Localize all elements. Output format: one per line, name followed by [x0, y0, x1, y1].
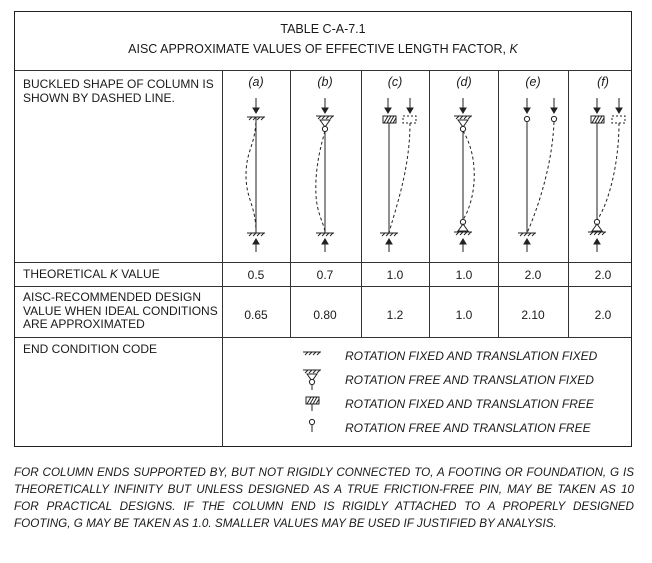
column-diagram-b — [316, 98, 334, 252]
column-diagram-c — [380, 98, 416, 252]
legend-text-guided: ROTATION FIXED AND TRANSLATION FREE — [345, 397, 594, 411]
footnote: FOR COLUMN ENDS SUPPORTED BY, BUT NOT RIGIDLY CONNECTED TO, A FOOTING OR FOUNDATION, G IS THEORETICALLY INFINITY BUT UNLESS DESIGNED AS A TRUE FRICTION-FREE PIN, MAY BE TAKEN AS 10 FOR PRACTICAL DESIGNS. IF THE COLUMN END IS RIGIDLY ATTACHED TO A PROPERLY DESIGNED FOOTING, G MAY BE TAKEN AS 1.0. SMALLER VALUES MAY BE USED IF JUSTIFIED BY ANALYSIS. — [14, 466, 634, 530]
end-condition-label: END CONDITION CODE — [23, 342, 158, 356]
recommended-value: 2.0 — [594, 308, 612, 322]
theoretical-value: 1.0 — [455, 268, 473, 282]
column-diagram-e — [518, 98, 557, 252]
theoretical-value: 2.0 — [594, 268, 612, 282]
legend-text-pinned: ROTATION FREE AND TRANSLATION FIXED — [345, 373, 594, 387]
recommended-value: 2.10 — [521, 308, 545, 322]
column-diagram-f — [588, 98, 625, 252]
recommended-value: 1.2 — [386, 308, 404, 322]
theoretical-k-label: THEORETICAL K VALUE — [23, 267, 160, 281]
column-header: (d) — [456, 75, 472, 89]
theoretical-value: 0.5 — [247, 268, 265, 282]
buckled-shape-label: BUCKLED SHAPE OF COLUMN IS SHOWN BY DASHED LINE. — [23, 77, 214, 105]
column-header: (b) — [317, 75, 333, 89]
column-header: (f) — [597, 75, 609, 89]
table-title: TABLE C-A-7.1 — [280, 22, 366, 36]
recommended-value: 0.65 — [244, 308, 268, 322]
recommended-value: 0.80 — [313, 308, 337, 322]
column-header: (c) — [387, 75, 403, 89]
recommended-value: 1.0 — [455, 308, 473, 322]
theoretical-value: 0.7 — [316, 268, 334, 282]
column-header: (e) — [525, 75, 541, 89]
column-diagram-a — [246, 98, 265, 252]
column-header: (a) — [248, 75, 264, 89]
theoretical-value: 1.0 — [386, 268, 404, 282]
legend-text-free: ROTATION FREE AND TRANSLATION FREE — [345, 421, 591, 435]
column-diagram-d — [454, 98, 474, 252]
table-subtitle: AISC APPROXIMATE VALUES OF EFFECTIVE LENGTH FACTOR, K — [128, 42, 518, 56]
recommended-label: AISC-RECOMMENDED DESIGN VALUE WHEN IDEAL CONDITIONS ARE APPROXIMATED — [23, 290, 218, 332]
legend-text-fixed: ROTATION FIXED AND TRANSLATION FIXED — [345, 349, 598, 363]
theoretical-value: 2.0 — [524, 268, 542, 282]
